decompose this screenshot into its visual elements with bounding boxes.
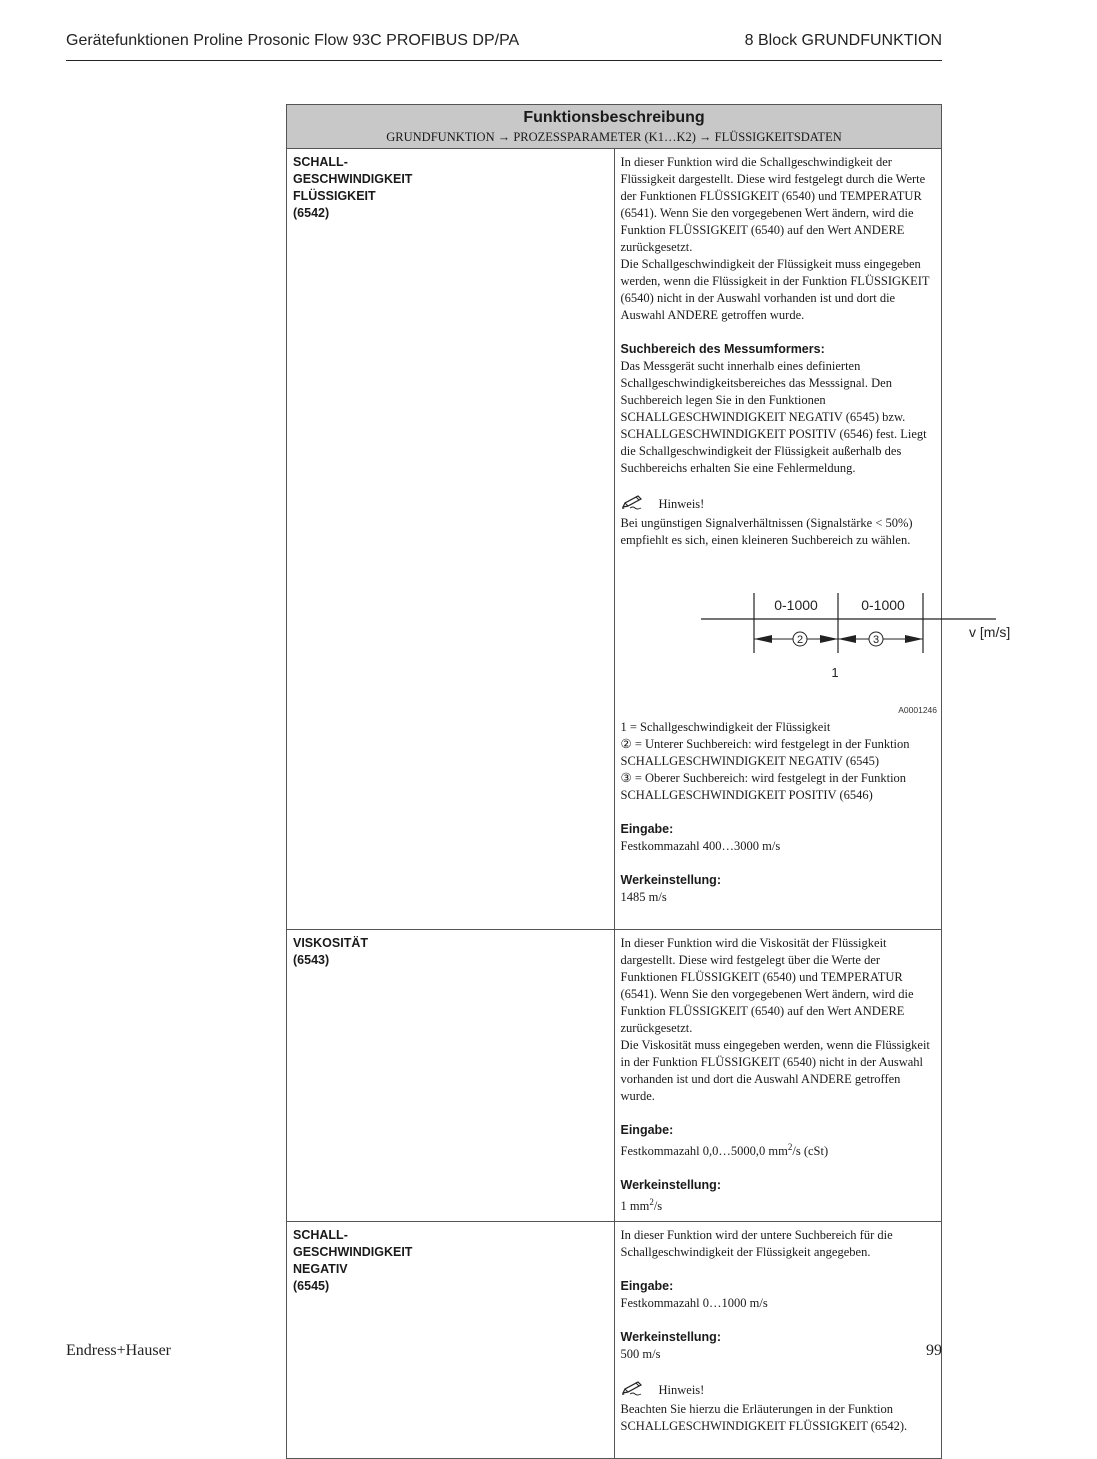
default-value-unit: /s [653,1199,663,1214]
default-value [621,1194,936,1215]
table-title: Funktionsbeschreibung [523,109,705,126]
search-range-figure [621,579,1010,719]
input-value [621,1139,936,1160]
row-label-line: (6542) [293,206,330,220]
table-row [287,1222,942,1459]
legend-item: ② = Unterer Suchbereich: wird festgelegt in der Funktion SCHALLGESCHWINDIGKEIT NEGATIV (6545) [620,737,910,768]
default-value-exponent: 2 [649,1197,654,1208]
row-label [287,930,615,1222]
search-range-text: Das Messgerät sucht innerhalb eines definierten Schallgeschwindigkeitsbereiches das Messsignal. Den Suchbereich legen Sie in den Funktionen SCHALLGESCHWINDIGKEIT NEGATIV (6545) bzw. SCHALLGESCHWINDIGKEIT POSITIV (6546) fest. Liegt die Schallgeschwindigkeit der Flüssigkeit außerhalb des Suchbereichs erhalten Sie eine Fehlermeldung. [620,359,927,475]
figure-range-left: 0-1000 [773,597,818,613]
figure-marker-3-label: 3 [872,634,879,646]
figure-code: A0001246 [898,705,937,715]
default-value-text: 1 mm [620,1199,650,1214]
figure-center-label: 1 [830,665,839,680]
header-title: Gerätefunktionen Proline Prosonic Flow 93C PROFIBUS DP/PA [66,32,520,49]
figure-arrow-center-right [838,635,856,643]
row-label-line: (6545) [293,1279,330,1294]
search-range-heading: Suchbereich des Messumformers: [620,342,825,356]
header-section: 8 Block GRUNDFUNKTION [744,32,942,49]
figure-marker-2-label: 2 [796,634,803,646]
row-label [287,1222,615,1459]
description-text: Die Viskosität muss eingegeben werden, wenn die Flüssigkeit in der Funktion FLÜSSIGKEIT (6540) nicht in der Auswahl vorhanden ist und dort die Auswahl ANDERE getroffen wurde. [620,1038,930,1103]
figure-axis-label: v [m/s] [968,624,1010,640]
description-text: In dieser Funktion wird die Schallgeschwindigkeit der Flüssigkeit dargestellt. Diese wird festgelegt durch die Werte der Funktionen FLÜSSIGKEIT (6540) und TEMPERATUR (6541). Wenn Sie den vorgegebenen Wert ändern, wird die Funktion FLÜSSIGKEIT (6540) auf den Wert ANDERE zurückgesetzt. [620,155,926,254]
default-value: 500 m/s [620,1347,661,1362]
page-number: 99 [926,1342,942,1359]
function-table [286,104,1010,1459]
pencil-icon [621,494,647,515]
pencil-icon [621,1380,647,1401]
note-text: Beachten Sie hierzu die Erläuterungen in der Funktion SCHALLGESCHWINDIGKEIT FLÜSSIGKEIT (6542). [620,1402,908,1434]
row-body [614,149,1010,930]
row-label [287,149,615,930]
table-row [287,930,942,1222]
figure-arrow-right [905,635,923,643]
input-value-exponent: 2 [787,1142,793,1152]
input-value: Festkommazahl 0…1000 m/s [620,1296,768,1311]
row-label-line: FLÜSSIGKEIT [293,189,376,203]
description-text: In dieser Funktion wird der untere Suchbereich für die Schallgeschwindigkeit der Flüssigkeit angegeben. [620,1228,893,1260]
note [621,1380,936,1401]
note-text: Bei ungünstigen Signalverhältnissen (Signalstärke < 50%) empfiehlt es sich, einen kleineren Suchbereich zu wählen. [620,516,913,547]
input-heading: Eingabe: [620,1123,674,1137]
figure-range-right: 0-1000 [860,597,905,613]
row-label-line: (6543) [293,953,330,967]
default-heading: Werkeinstellung: [620,1330,721,1345]
table-row [287,149,942,930]
row-label-line: GESCHWINDIGKEIT [293,1245,413,1260]
legend-item: ③ = Oberer Suchbereich: wird festgelegt in der Funktion SCHALLGESCHWINDIGKEIT POSITIV (6546) [620,771,907,802]
table-header [287,105,942,149]
footer-brand: Endress+Hauser [66,1342,171,1359]
header-rule [66,60,942,61]
input-value-unit: /s (cSt) [792,1144,829,1159]
figure-arrow-center-left [820,635,838,643]
input-heading: Eingabe: [620,1279,674,1294]
figure-arrow-left [754,635,772,643]
description-text: In dieser Funktion wird die Viskosität der Flüssigkeit dargestellt. Diese wird festgelegt über die Werte der Funktionen FLÜSSIGKEIT (6540) und TEMPERATUR (6541). Wenn Sie den vorgegebenen Wert ändern, wird die Funktion FLÜSSIGKEIT (6540) auf den Wert ANDERE zurückgesetzt. [620,936,914,1035]
input-value: Festkommazahl 400…3000 m/s [620,839,781,853]
description-text: Die Schallgeschwindigkeit der Flüssigkeit muss eingegeben werden, wenn die Flüssigkeit in der Funktion FLÜSSIGKEIT (6540) nicht in der Auswahl vorhanden ist und dort die Auswahl ANDERE getroffen wurde. [620,257,930,322]
input-heading: Eingabe: [620,822,674,836]
default-value: 1485 m/s [620,890,667,904]
legend-item: 1 = Schallgeschwindigkeit der Flüssigkeit [620,720,831,734]
note-label: Hinweis! [658,1383,705,1398]
row-label-line: SCHALL- [293,1228,348,1243]
default-heading: Werkeinstellung: [620,873,721,887]
default-heading: Werkeinstellung: [620,1178,721,1193]
row-label-line: VISKOSITÄT [293,936,369,950]
note [621,494,936,515]
row-label-line: GESCHWINDIGKEIT [293,172,413,186]
note-label: Hinweis! [658,497,705,511]
row-label-line: NEGATIV [293,1262,348,1277]
row-label-line: SCHALL- [293,155,348,169]
input-value-text: Festkommazahl 0,0…5000,0 mm [620,1144,788,1159]
table-path: GRUNDFUNKTION → PROZESSPARAMETER (K1…K2) → FLÜSSIGKEITSDATEN [386,130,842,144]
row-body [614,930,942,1222]
row-body [614,1222,942,1459]
